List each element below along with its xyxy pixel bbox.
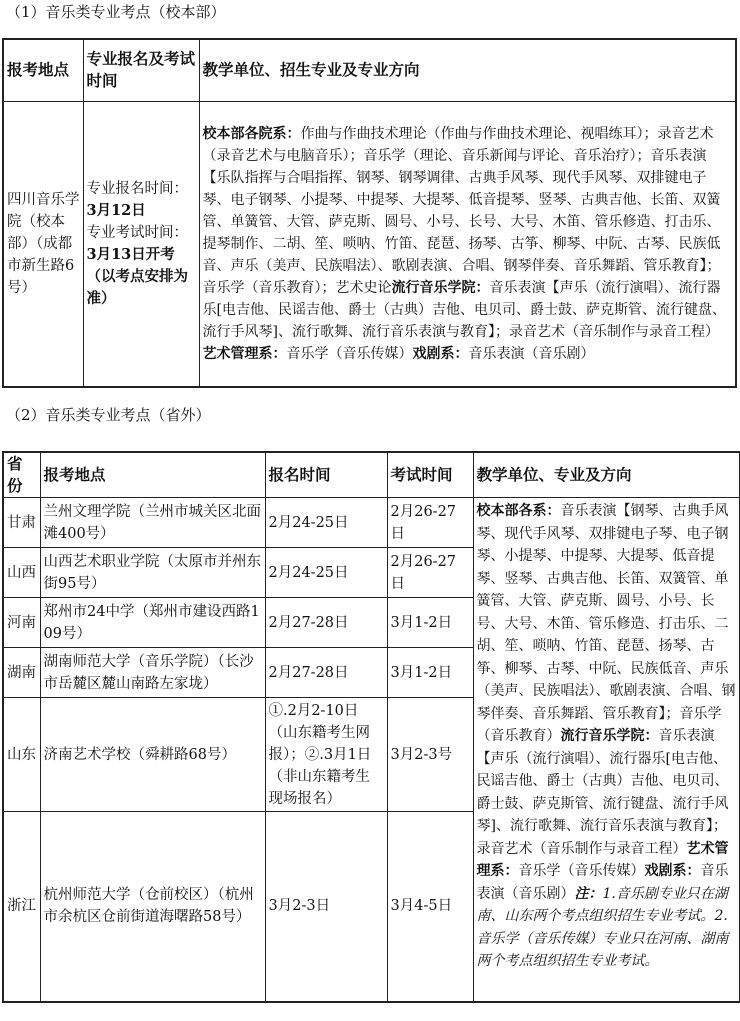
province: 山西 [3, 548, 40, 598]
header-reg-time: 报名时间 [265, 452, 387, 498]
header-units: 教学单位、专业及方向 [473, 452, 740, 498]
exam-time-label: 专业考试时间： [86, 224, 188, 241]
note-text: 1.音乐剧专业只在湖南、山东两个考点组织招生专业考试。2.音乐学（音乐传媒）专业只在河南、湖南两个考点组织招生专业考试。 [476, 885, 729, 969]
reg-time: 2月24-25日 [265, 548, 387, 598]
exam-time: 3月1-2日 [387, 648, 473, 698]
header-location: 报考地点 [3, 39, 83, 101]
exam-time: 3月1-2日 [387, 598, 473, 648]
exam-time: 3月4-5日 [387, 812, 473, 1002]
location: 湖南师范大学（音乐学院）（长沙市岳麓区麓山南路左家垅） [40, 648, 265, 698]
campus-units [199, 101, 736, 387]
location: 郑州市24中学（郑州市建设西路109号） [40, 598, 265, 648]
exam-time: 2月26-27日 [387, 548, 473, 598]
unit-text: 音乐学（音乐传媒） [518, 863, 645, 879]
table-header-row [3, 39, 736, 101]
unit-name: 艺术管理系： [202, 345, 287, 362]
province: 浙江 [3, 812, 40, 1002]
header-exam-time: 考试时间 [387, 452, 473, 498]
table-header-row [3, 452, 740, 498]
province: 河南 [3, 598, 40, 648]
reg-time-label: 专业报名时间： [86, 180, 188, 197]
unit-text: 音乐表演（音乐剧） [476, 863, 729, 902]
unit-name: 艺术管理系： [476, 840, 729, 879]
location: 山西艺术职业学院（太原市并州东街95号） [40, 548, 265, 598]
section2-title: （2）音乐类专业考点（省外） [6, 406, 211, 424]
unit-name: 流行音乐学院： [391, 279, 490, 296]
note-label: 注： [574, 885, 603, 902]
unit-name: 校本部各系： [476, 503, 561, 519]
reg-time: 2月27-28日 [265, 648, 387, 698]
campus-exam-table [2, 38, 737, 388]
campus-location: 四川音乐学院（校本部）（成都市新生路6号） [3, 101, 83, 387]
section1-title: （1）音乐类专业考点（校本部） [6, 3, 226, 21]
reg-time: 2月24-25日 [265, 498, 387, 548]
unit-text: 音乐学（音乐传媒） [286, 345, 413, 362]
unit-name: 流行音乐学院： [560, 728, 659, 744]
reg-time-date: 3月12日 [86, 201, 146, 219]
header-province: 省份 [3, 452, 40, 498]
province: 山东 [3, 698, 40, 812]
exam-time: 2月26-27日 [387, 498, 473, 548]
reg-time: 3月2-3日 [265, 812, 387, 1002]
unit-text: 作曲与作曲技术理论（作曲与作曲技术理论、视唱练耳）；录音艺术（录音艺术与电脑音乐）；音乐学（理论、音乐新闻与评论、音乐治疗）；音乐表演【乐队指挥与合唱指挥、钢琴、钢琴调律、古典手风琴、现代手风琴、双排键电子琴、电子钢琴、小提琴、中提琴、大提琴、低音提琴、竖琴、古典吉他、长笛、双簧管、单簧管、大管、萨克斯、圆号、小号、长号、大号、木笛、管乐修造、打击乐、提琴制作、二胡、笙、唢呐、竹笛、琵琶、扬琴、古筝、柳琴、中阮、古琴、民族低音、声乐（美声、民族唱法）、歌剧表演、合唱、钢琴伴奏、音乐舞蹈、管乐教育】；音乐学（音乐教育）；艺术史论 [202, 125, 721, 296]
unit-text: 音乐表演【声乐（流行演唱）、流行器乐[电吉他、民谣吉他、爵士（古典）吉他、电贝司、爵士鼓、萨克斯管、流行键盘、流行手风琴]、流行歌舞、流行音乐表演与教育】；录音艺术（音乐制作与录音工程） [202, 279, 726, 340]
header-units: 教学单位、招生专业及专业方向 [199, 39, 736, 101]
unit-text: 音乐表演【声乐（流行演唱）、流行器乐[电吉他、民谣吉他、爵士（古典）吉他、电贝司、爵士鼓、萨克斯管、流行键盘、流行手风琴]、流行歌舞、流行音乐表演与教育】；录音艺术（音乐制作与录音工程） [476, 728, 729, 857]
table-row [3, 498, 740, 548]
location: 杭州师范大学（仓前校区）（杭州市余杭区仓前街道海曙路58号） [40, 812, 265, 1002]
unit-name: 戏剧系： [644, 863, 701, 879]
unit-text: 音乐表演【钢琴、古典手风琴、现代手风琴、双排键电子琴、电子钢琴、小提琴、中提琴、大提琴、低音提琴、竖琴、古典吉他、长笛、双簧管、单簧管、大管、萨克斯、圆号、小号、长号、大号、木笛、管乐修造、打击乐、二胡、笙、唢呐、竹笛、琵琶、扬琴、古筝、柳琴、古琴、中阮、民族低音、声乐（美声、民族唱法）、歌剧表演、合唱、钢琴伴奏、音乐舞蹈、管乐教育】；音乐学（音乐教育） [476, 503, 736, 744]
header-time: 专业报名及考试时间 [83, 39, 199, 101]
table-row [3, 101, 736, 387]
location: 兰州文理学院（兰州市城关区北面滩400号） [40, 498, 265, 548]
outside-exam-table [2, 451, 740, 1003]
unit-name: 戏剧系： [412, 345, 469, 362]
unit-name: 校本部各院系： [202, 125, 301, 142]
exam-time: 3月2-3号 [387, 698, 473, 812]
location: 济南艺术学校（舜耕路68号） [40, 698, 265, 812]
province: 甘肃 [3, 498, 40, 548]
reg-time: 2月27-28日 [265, 598, 387, 648]
outside-units [473, 498, 740, 1002]
province: 湖南 [3, 648, 40, 698]
campus-time [83, 101, 199, 387]
reg-time: ①.2月2-10日（山东籍考生网报）；②.3月1日（非山东籍考生现场报名） [265, 698, 387, 812]
exam-time-date: 3月13日开考（以考点安排为准） [86, 245, 188, 307]
unit-text: 音乐表演（音乐剧） [468, 345, 595, 362]
header-location: 报考地点 [40, 452, 265, 498]
